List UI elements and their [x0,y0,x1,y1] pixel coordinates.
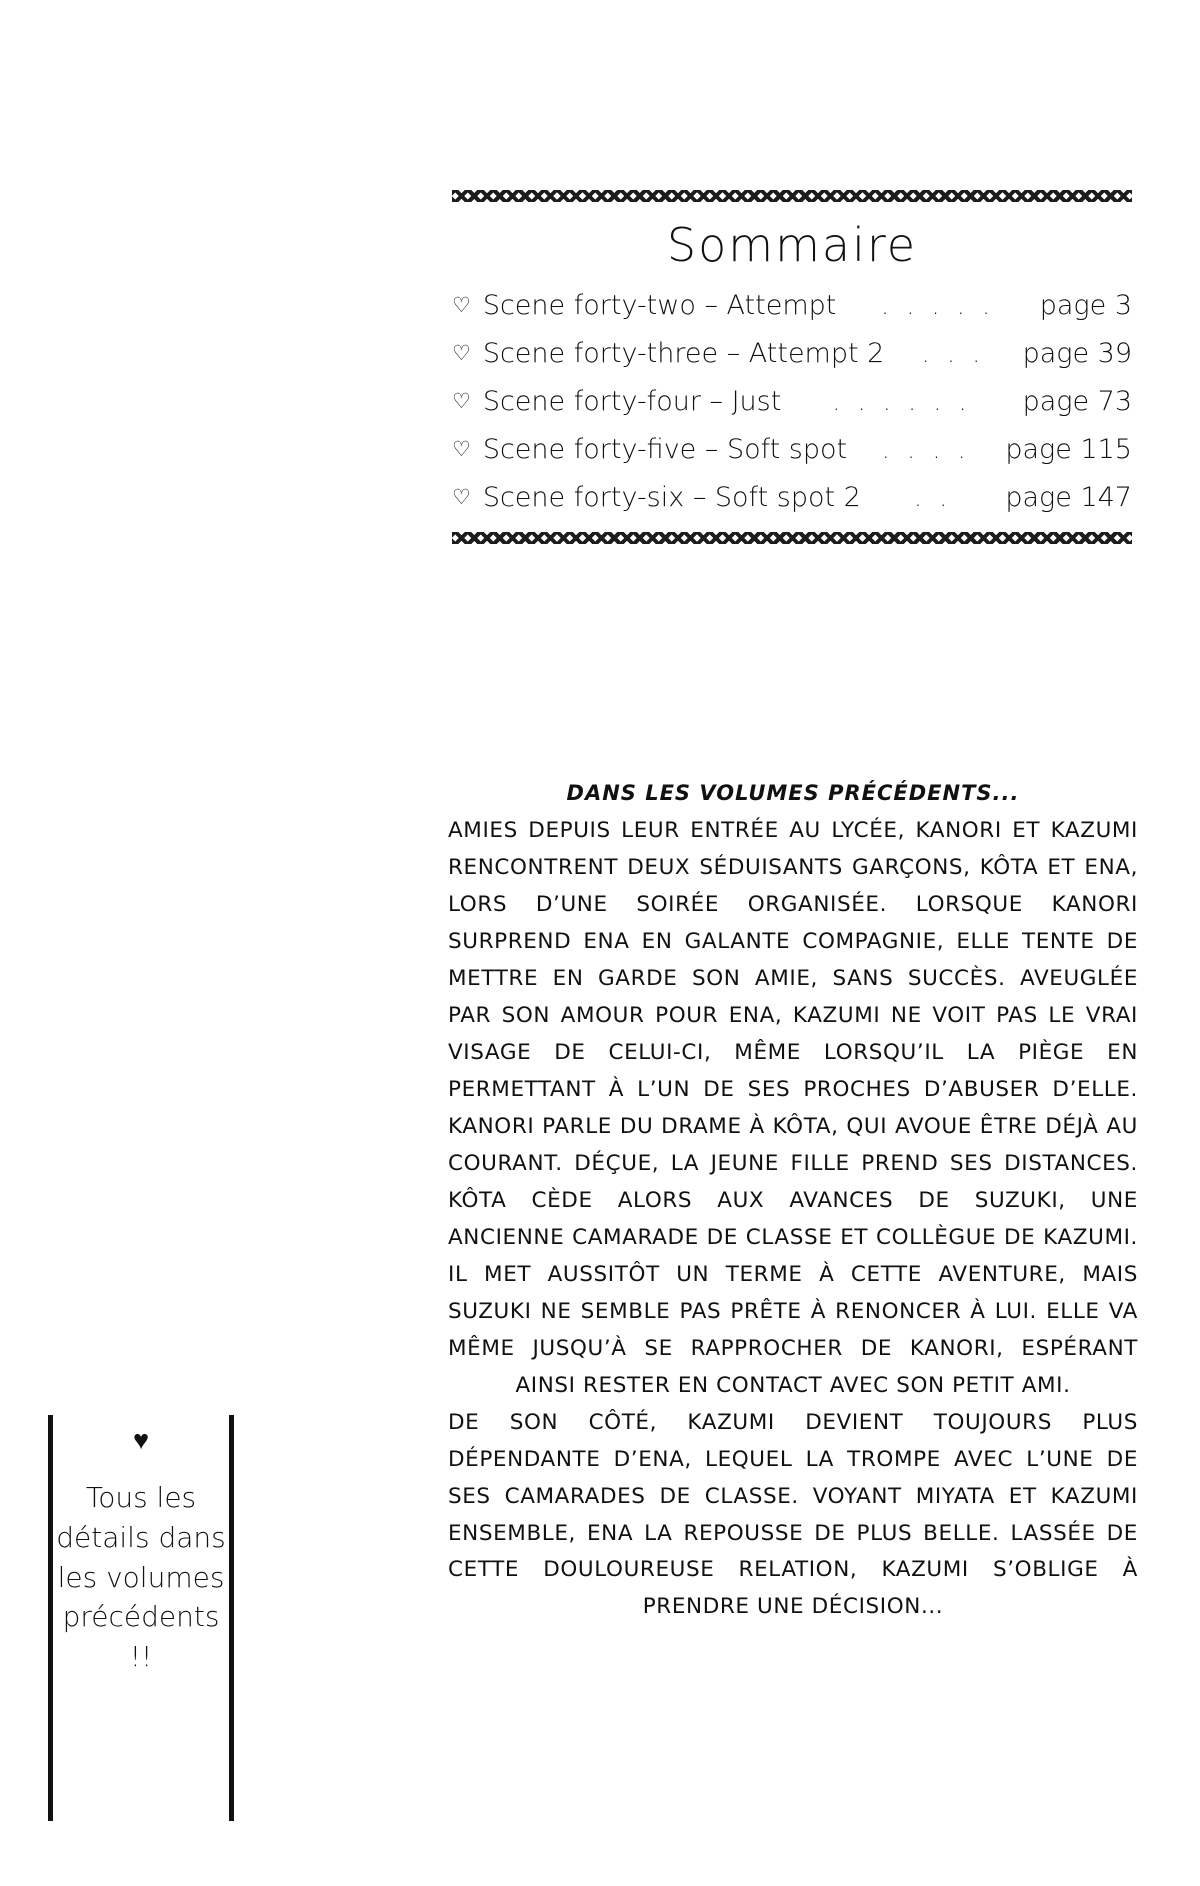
toc-entry-page: page 147 [1005,482,1132,514]
toc-entry-leader: . . . [921,340,986,369]
heart-icon: ♡ [452,437,471,462]
toc-entry-page: page 115 [1005,434,1132,466]
toc-entry[interactable] [452,426,1132,474]
toc-entry-label: Scene forty-three – Attempt 2 [482,338,885,370]
toc-entry-leader: . . . . [882,436,971,465]
heart-icon: ♡ [452,485,471,510]
toc-list [452,282,1132,522]
heart-icon: ♡ [452,389,471,414]
toc-entry-leader: . . . . . [881,292,995,320]
toc-entry-label: Scene forty-four – Just [482,386,782,418]
toc-entry-label: Scene forty-two – Attempt [482,290,837,321]
heart-icon: ♥ [132,1425,150,1455]
toc-entry-leader: . . [914,484,953,513]
decorative-rule-bottom [452,532,1132,544]
toc-entry-leader: . . . . . . [832,388,972,417]
toc-entry[interactable] [452,282,1132,330]
recap-paragraph: DE SON CÔTÉ, KAZUMI DEVIENT TOUJOURS PLUS DÉPENDANTE D’ENA, LEQUEL LA TROMPE AVEC L’UNE DE SES CAMARADES DE CLASSE. VOYANT MIYATA ET KAZUMI ENSEMBLE, ENA LA REPOUSSE DE PLUS BELLE. LASSÉE DE CETTE DOULOUREUSE RELATION, KAZUMI S’OBLIGE À PRENDRE UNE DÉCISION... [448,1409,1138,1620]
toc-entry-page: page 39 [1022,338,1132,370]
page-title: Sommaire [666,218,918,272]
toc-entry-page: page 73 [1022,386,1132,418]
toc-entry-page: page 3 [1039,290,1132,321]
toc-entry[interactable] [452,474,1132,522]
recap-heading: DANS LES VOLUMES PRÉCÉDENTS... [566,781,1020,805]
heart-icon: ♡ [452,341,471,366]
toc-entry[interactable] [452,378,1132,426]
recap-paragraph: AMIES DEPUIS LEUR ENTRÉE AU LYCÉE, KANORI ET KAZUMI RENCONTRENT DEUX SÉDUISANTS GARÇONS, KÔTA ET ENA, LORS D’UNE SOIRÉE ORGANISÉE. LORSQUE KANORI SURPREND ENA EN GALANTE COMPAGNIE, ELLE TENTE DE METTRE EN GARDE SON AMIE, SANS SUCCÈS. AVEUGLÉE PAR SON AMOUR POUR ENA, KAZUMI NE VOIT PAS LE VRAI VISAGE DE CELUI-CI, MÊME LORSQU’IL LA PIÈGE EN PERMETTANT À L’UN DE SES PROCHES D’ABUSER D’ELLE. KANORI PARLE DU DRAME À KÔTA, QUI AVOUE ÊTRE DÉJÀ AU COURANT. DÉÇUE, LA JEUNE FILLE PREND SES DISTANCES. KÔTA CÈDE ALORS AUX AVANCES DE SUZUKI, UNE ANCIENNE CAMARADE DE CLASSE ET COLLÈGUE DE KAZUMI. IL MET AUSSITÔT UN TERME À CETTE AVENTURE, MAIS SUZUKI NE SEMBLE PAS PRÊTE À RENONCER À LUI. ELLE VA MÊME JUSQU’À SE RAPPROCHER DE KANORI, ESPÉRANT AINSI RESTER EN CONTACT AVEC SON PETIT AMI. [448,818,1138,1398]
heart-icon: ♡ [452,293,471,317]
toc-entry[interactable] [452,330,1132,378]
side-note-text: Tous les détails dans les volumes précédents !! [56,1481,226,1673]
toc-entry-label: Scene forty-six – Soft spot 2 [482,482,861,514]
side-note [48,1415,234,1821]
previous-volumes-recap [448,775,1138,1626]
decorative-rule-top [452,190,1132,202]
toc-entry-label: Scene forty-five – Soft spot [482,434,848,466]
table-of-contents [452,190,1132,544]
